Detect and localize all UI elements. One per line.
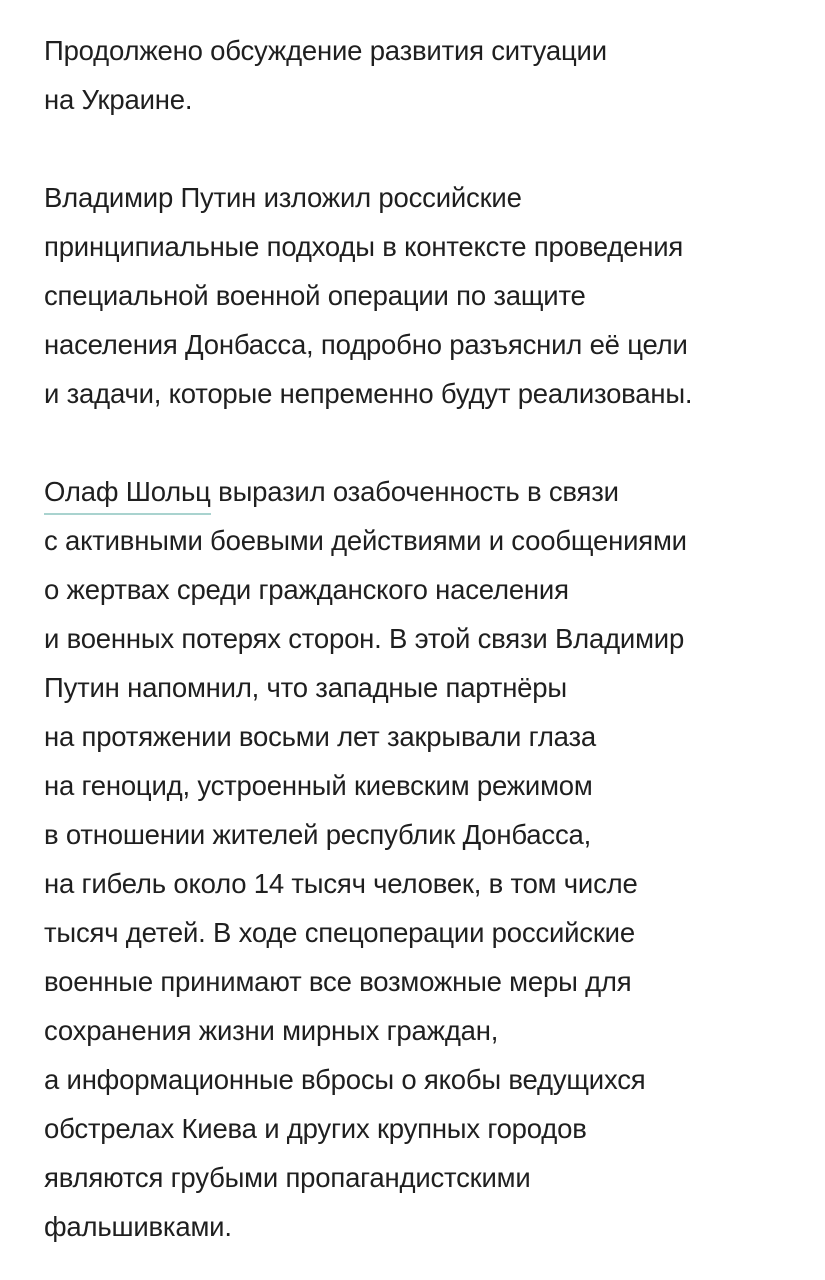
text-line: тысяч детей. В ходе спецоперации российские [44,917,635,948]
person-link-olaf-scholz[interactable]: Олаф Шольц [44,476,211,515]
text-line: являются грубыми пропагандистскими [44,1162,531,1193]
text-line: сохранения жизни мирных граждан, [44,1015,499,1046]
text-line-with-link [44,467,804,516]
text-line: принципиальные подходы в контексте проведения [44,231,684,262]
text-line: населения Донбасса, подробно разъяснил её цели [44,329,688,360]
text-line: на Украине. [44,84,193,115]
text-line: в отношении жителей республик Донбасса, [44,819,592,850]
text-line: военные принимают все возможные меры для [44,966,632,997]
text-line: Продолжено обсуждение развития ситуации [44,35,607,66]
article-body [44,26,804,1251]
paragraph-3 [44,467,804,1251]
text-line: на геноцид, устроенный киевским режимом [44,770,593,801]
text-line: обстрелах Киева и других крупных городов [44,1113,587,1144]
text-fragment: выразил озабоченность в связи [210,476,619,507]
text-line: и задачи, которые непременно будут реализованы. [44,378,693,409]
text-line: а информационные вбросы о якобы ведущихся [44,1064,646,1095]
paragraph-2 [44,173,804,418]
paragraph-1 [44,26,804,124]
text-line: на гибель около 14 тысяч человек, в том числе [44,868,638,899]
text-line: на протяжении восьми лет закрывали глаза [44,721,596,752]
text-line: Путин напомнил, что западные партнёры [44,672,567,703]
text-line: Владимир Путин изложил российские [44,182,522,213]
text-line: специальной военной операции по защите [44,280,586,311]
text-line: о жертвах среди гражданского населения [44,574,569,605]
text-line: с активными боевыми действиями и сообщениями [44,525,687,556]
text-line: фальшивками. [44,1211,232,1242]
text-line: и военных потерях сторон. В этой связи Владимир [44,623,685,654]
